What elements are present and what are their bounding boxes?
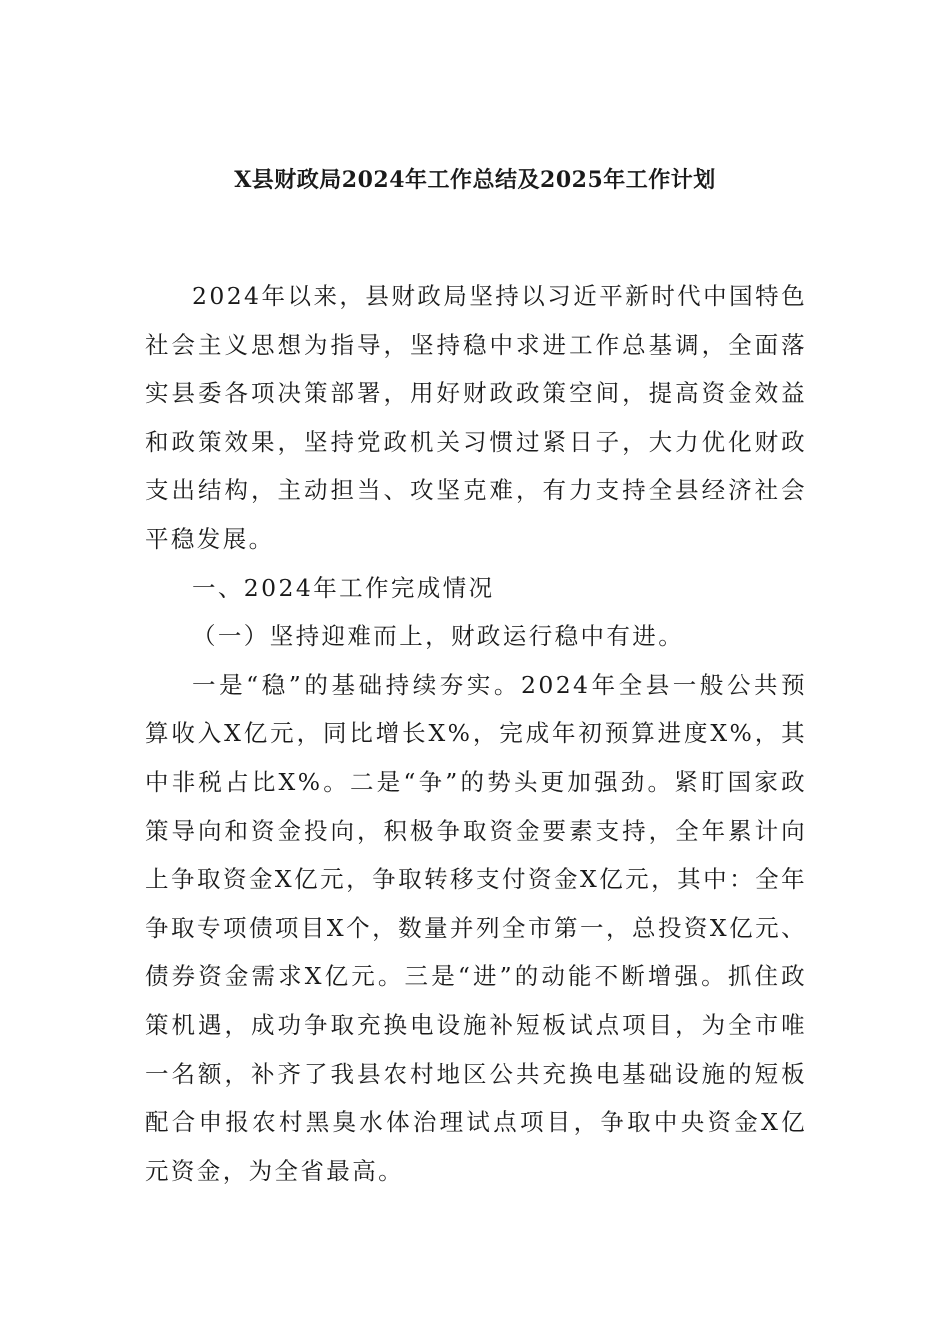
intro-paragraph: 2024年以来，县财政局坚持以习近平新时代中国特色社会主义思想为指导，坚持稳中求进工作总基调，全面落实县委各项决策部署，用好财政政策空间，提高资金效益和政策效果，坚持党政机关习惯过紧日子，大力优化财政支出结构，主动担当、攻坚克难，有力支持全县经济社会平稳发展。: [145, 282, 807, 553]
document-title: X县财政局2024年工作总结及2025年工作计划: [234, 167, 716, 193]
body-paragraph: 一是“稳”的基础持续夯实。2024年全县一般公共预算收入X亿元，同比增长X%，完成年初预算进度X%，其中非税占比X%。二是“争”的势头更加强劲。紧盯国家政策导向和资金投向，积极争取资金要素支持，全年累计向上争取资金X亿元，争取转移支付资金X亿元，其中：全年争取专项债项目X个，数量并列全市第一，总投资X亿元、债券资金需求X亿元。三是“进”的动能不断增强。抓住政策机遇，成功争取充换电设施补短板试点项目，为全市唯一名额，补齐了我县农村地区公共充换电基础设施的短板配合申报农村黑臭水体治理试点项目，争取中央资金X亿元资金，为全省最高。: [145, 670, 807, 1185]
subsection-heading: （一）坚持迎难而上，财政运行稳中有进。: [192, 622, 685, 651]
section-heading: 一、2024年工作完成情况: [192, 573, 495, 602]
document-body: [145, 272, 807, 1195]
